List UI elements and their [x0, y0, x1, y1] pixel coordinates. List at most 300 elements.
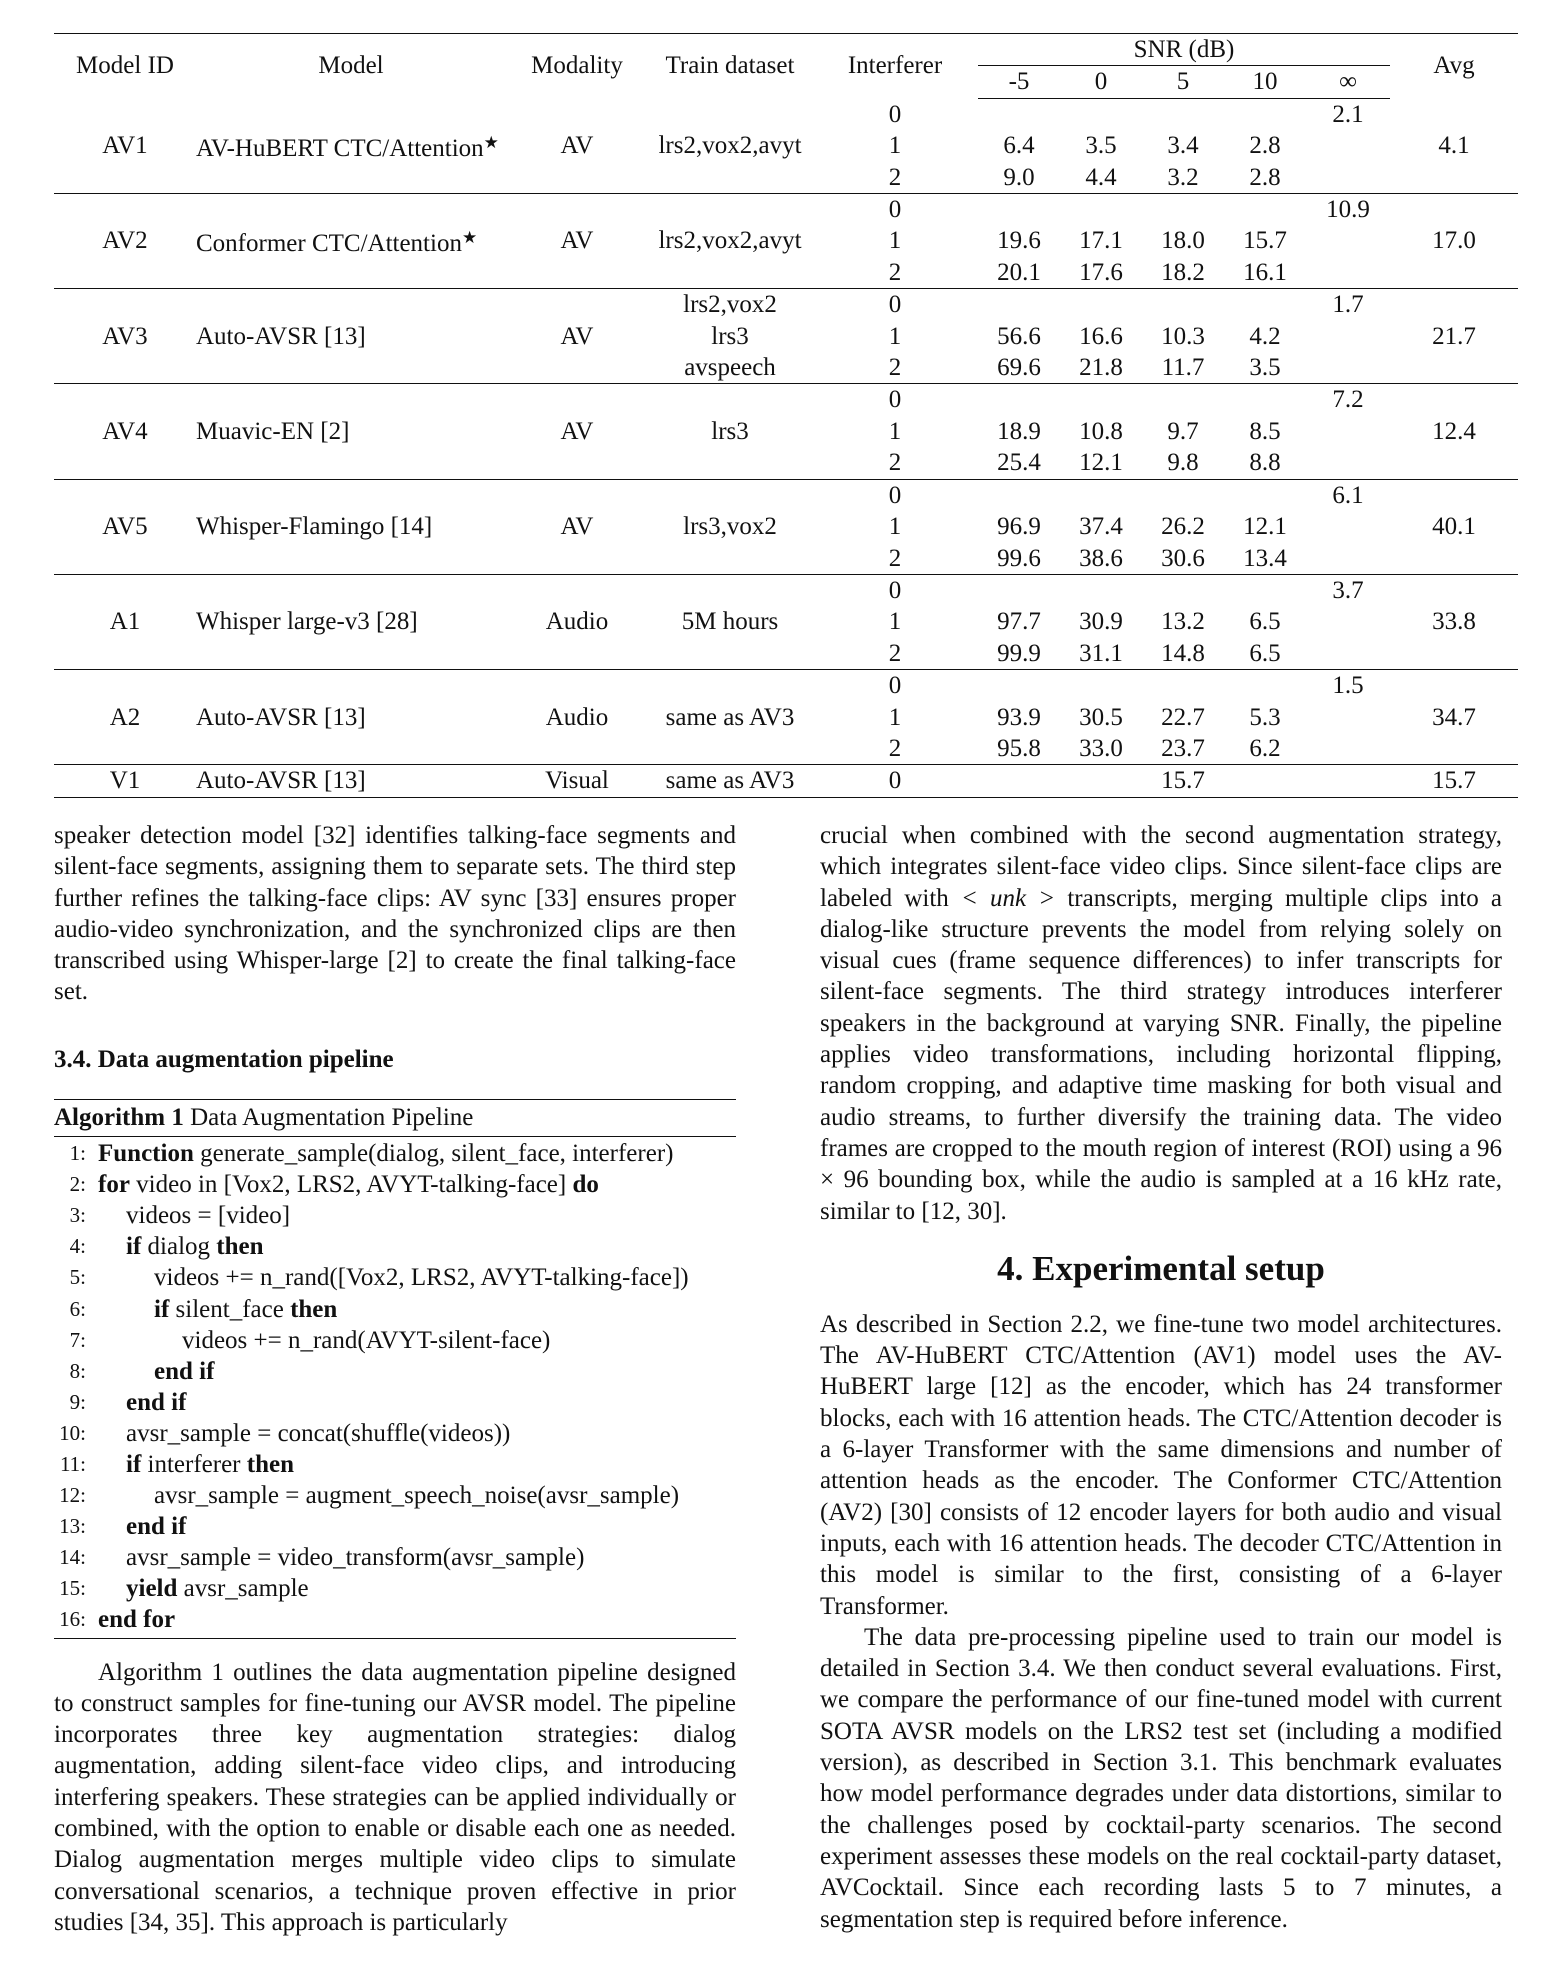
cell-snr-value: 1.5 — [1306, 670, 1390, 702]
model-name: Auto-AVSR [13] — [196, 767, 366, 795]
code-text: avsr_sample = concat(shuffle(videos)) — [126, 1419, 511, 1447]
cell-snr-value: 9.8 — [1167, 449, 1199, 477]
line-number: 15: — [59, 1576, 86, 1601]
line-code — [98, 1387, 186, 1418]
cell-train-dataset — [648, 765, 812, 797]
cell-interferer: 1 — [888, 513, 902, 541]
header-snr-group: SNR (dB) — [978, 34, 1390, 66]
cell-interferer: 1 — [888, 608, 902, 636]
cell-interferer: 2 — [888, 258, 902, 286]
cell-snr-value — [1224, 574, 1306, 606]
cell-snr-value — [1306, 702, 1390, 733]
cell-modality: Audio — [506, 670, 648, 765]
cell-avg: 40.1 — [1390, 479, 1518, 574]
cell-snr-value — [1224, 479, 1306, 511]
cell-snr-value: 2.8 — [1249, 132, 1281, 160]
cell-model-id: AV3 — [54, 289, 196, 384]
cell-model — [196, 765, 506, 797]
line-number: 16: — [59, 1607, 86, 1632]
cell-model-id: A2 — [54, 670, 196, 765]
cell-snr-value — [1142, 384, 1224, 416]
algorithm-lines — [54, 1137, 736, 1638]
right-paragraph-1 — [820, 820, 1502, 1227]
cell-model — [196, 479, 506, 574]
line-code — [98, 1449, 294, 1480]
line-number: 9: — [69, 1389, 86, 1414]
cell-snr-value: 12.1 — [1243, 513, 1287, 541]
code-text: videos = [video] — [126, 1202, 291, 1230]
code-text: videos += n_rand([Vox2, LRS2, AVYT-talking-face]) — [154, 1264, 689, 1292]
line-number: 12: — [59, 1483, 86, 1508]
line-code — [98, 1480, 679, 1511]
star-icon: ★ — [483, 132, 499, 152]
line-number: 6: — [69, 1296, 86, 1321]
line-code — [98, 1169, 599, 1200]
cell-snr-value — [1142, 98, 1224, 130]
cell-snr-value: 17.6 — [1079, 258, 1123, 286]
cell-interferer: 2 — [888, 354, 902, 382]
cell-interferer: 1 — [888, 703, 902, 731]
cell-snr-value — [1142, 670, 1224, 702]
cell-snr-value — [1306, 447, 1390, 479]
model-name: Auto-AVSR [13] — [196, 703, 366, 731]
dataset-line: same as AV3 — [665, 767, 795, 795]
model-name: Conformer CTC/Attention — [196, 230, 462, 258]
cell-interferer: 1 — [888, 322, 902, 350]
right-paragraph-1-part-a: crucial when combined with the second augmentation strategy, which integrates silent-face video clips. Since silent-face clips are labeled with — [820, 822, 1502, 912]
algorithm-line — [54, 1262, 736, 1293]
cell-snr-value: 23.7 — [1161, 734, 1205, 762]
line-number: 1: — [69, 1141, 86, 1166]
right-paragraph-2: As described in Section 2.2, we fine-tune two model architectures. The AV-HuBERT CTC/Attention (AV1) model uses the AV-HuBERT large [12] as the encoder, which has 24 transformer blocks, each with 16 attention heads. The CTC/Attention decoder is a 6-layer Transformer with the same dimensions and number of attention heads as the encoder. The Conformer CTC/Attention (AV2) [30] consists of 12 encoder layers for both audio and visual inputs, each with 16 attention heads. The decoder CTC/Attention in this model is similar to the first, consisting of a 6-layer Transformer. — [820, 1310, 1502, 1620]
cell-interferer: 0 — [812, 289, 978, 321]
line-number: 10: — [59, 1420, 86, 1445]
line-number: 13: — [59, 1514, 86, 1539]
cell-snr-value: 4.2 — [1249, 322, 1281, 350]
header-model-id: Model ID — [54, 34, 196, 99]
cell-interferer: 2 — [888, 163, 902, 191]
cell-avg: 34.7 — [1390, 670, 1518, 765]
cell-snr-value: 5.3 — [1249, 703, 1281, 731]
cell-modality: Audio — [506, 574, 648, 669]
cell-snr-value — [978, 289, 1060, 321]
cell-snr-value — [1306, 416, 1390, 447]
keyword: if — [154, 1295, 170, 1323]
cell-snr-value: 18.2 — [1161, 258, 1205, 286]
cell-snr-value: 3.4 — [1167, 132, 1199, 160]
table-row — [54, 765, 1518, 797]
cell-snr-value: 99.9 — [997, 639, 1041, 667]
line-code — [98, 1573, 309, 1604]
cell-snr-value: 9.0 — [1003, 163, 1035, 191]
line-code — [98, 1418, 510, 1449]
cell-modality: Visual — [506, 765, 648, 797]
algorithm-line — [54, 1200, 736, 1231]
algorithm-line — [54, 1169, 736, 1200]
keyword: yield — [126, 1575, 178, 1603]
line-code — [98, 1138, 673, 1169]
line-number: 3: — [69, 1203, 86, 1228]
cell-snr-value: 10.3 — [1161, 322, 1205, 350]
model-name: AV-HuBERT CTC/Attention — [196, 134, 484, 162]
cell-snr-value — [1060, 479, 1142, 511]
cell-snr-value — [1060, 765, 1142, 797]
header-model: Model — [196, 34, 506, 99]
cell-interferer: 2 — [888, 734, 902, 762]
cell-snr-value: 6.5 — [1249, 608, 1281, 636]
dataset-line: same as AV3 — [665, 703, 795, 731]
cell-snr-value: 15.7 — [1142, 765, 1224, 797]
cell-snr-value — [1306, 162, 1390, 194]
algorithm-name: Data Augmentation Pipeline — [190, 1104, 474, 1132]
cell-snr-value — [1306, 130, 1390, 161]
cell-snr-value: 6.1 — [1306, 479, 1390, 511]
header-avg: Avg — [1390, 34, 1518, 99]
cell-model-id: AV4 — [54, 384, 196, 479]
line-code — [98, 1262, 689, 1293]
cell-snr-value: 30.5 — [1079, 703, 1123, 731]
algorithm-line — [54, 1387, 736, 1418]
algorithm-line — [54, 1231, 736, 1262]
left-paragraph-2: Algorithm 1 outlines the data augmentation pipeline designed to construct samples for fine-tuning our AVSR model. The pipeline incorporates three key augmentation strategies: dialog augmentation, adding silent-face video clips, and introducing interfering speakers. These strategies can be applied individually or combined, with the option to enable or disable each one as needed. Dialog augmentation merges multiple video clips to simulate conversational scenarios, a technique proven effective in prior studies [34, 35]. This approach is particularly — [54, 1658, 736, 1936]
cell-snr-value — [978, 574, 1060, 606]
keyword: Function — [98, 1140, 194, 1168]
code-text: dialog — [141, 1233, 217, 1261]
line-number: 5: — [69, 1265, 86, 1290]
cell-model — [196, 670, 506, 765]
cell-snr-value — [1306, 321, 1390, 352]
table-row — [54, 194, 1518, 226]
header-snr-col: -5 — [978, 66, 1060, 98]
cell-snr-value: 18.9 — [997, 417, 1041, 445]
cell-snr-value — [1060, 384, 1142, 416]
cell-snr-value: 21.8 — [1079, 354, 1123, 382]
code-text: silent_face — [169, 1295, 291, 1323]
line-code — [98, 1356, 214, 1387]
algorithm-box — [54, 1099, 736, 1639]
line-code — [98, 1231, 264, 1262]
cell-snr-value: 6.2 — [1249, 734, 1281, 762]
algorithm-line — [54, 1573, 736, 1604]
dataset-line: lrs2,vox2 — [683, 291, 777, 319]
cell-snr-value — [1306, 638, 1390, 670]
algorithm-line — [54, 1356, 736, 1387]
cell-model-id: AV1 — [102, 131, 148, 159]
cell-snr-value: 15.7 — [1243, 227, 1287, 255]
cell-interferer: 0 — [812, 670, 978, 702]
table-header-row — [54, 34, 1518, 66]
cell-model — [196, 194, 506, 289]
cell-snr-value: 17.1 — [1079, 227, 1123, 255]
keyword: do — [572, 1171, 599, 1199]
cell-snr-value — [1060, 574, 1142, 606]
cell-snr-value: 30.6 — [1161, 544, 1205, 572]
algorithm-line — [54, 1511, 736, 1542]
cell-snr-value: 7.2 — [1306, 384, 1390, 416]
dataset-line: lrs3 — [711, 322, 749, 350]
cell-snr-value: 20.1 — [997, 258, 1041, 286]
cell-snr-value — [1224, 384, 1306, 416]
cell-snr-value: 13.4 — [1243, 544, 1287, 572]
cell-snr-value: 13.2 — [1161, 608, 1205, 636]
cell-snr-value: 33.0 — [1079, 734, 1123, 762]
cell-model — [196, 98, 506, 193]
cell-snr-value — [978, 765, 1060, 797]
cell-snr-value — [1060, 194, 1142, 226]
cell-model-id: AV2 — [54, 194, 196, 289]
chapter-heading: 4. Experimental setup — [997, 1248, 1325, 1288]
keyword: then — [290, 1295, 338, 1323]
cell-snr-value: 25.4 — [997, 449, 1041, 477]
cell-avg: 15.7 — [1390, 765, 1518, 797]
cell-snr-value — [1306, 511, 1390, 542]
code-text: avsr_sample — [177, 1575, 309, 1603]
cell-interferer: 0 — [888, 100, 902, 128]
algorithm-line — [54, 1294, 736, 1325]
section-heading: 3.4. Data augmentation pipeline — [54, 1045, 394, 1073]
cell-interferer: 0 — [812, 194, 978, 226]
cell-snr-value — [1306, 765, 1390, 797]
left-column — [54, 820, 736, 1938]
cell-snr-value: 3.5 — [1085, 132, 1117, 160]
cell-train-dataset — [648, 194, 812, 289]
cell-train-dataset — [648, 98, 812, 193]
table-row — [54, 289, 1518, 321]
cell-snr-value: 3.7 — [1306, 574, 1390, 606]
keyword: then — [216, 1233, 264, 1261]
cell-modality: AV — [506, 384, 648, 479]
cell-snr-value — [1306, 543, 1390, 575]
code-text: videos += n_rand(AVYT-silent-face) — [182, 1326, 551, 1354]
cell-snr-value: 56.6 — [997, 322, 1041, 350]
model-name: Whisper large-v3 [28] — [196, 608, 418, 636]
cell-interferer: 1 — [888, 227, 902, 255]
keyword: end if — [154, 1357, 215, 1385]
table-row — [54, 574, 1518, 606]
dataset-line: avspeech — [684, 354, 776, 382]
cell-avg: 33.8 — [1390, 574, 1518, 669]
line-code — [98, 1294, 337, 1325]
cell-snr-value — [1060, 289, 1142, 321]
model-name: Auto-AVSR [13] — [196, 322, 366, 350]
keyword: if — [126, 1233, 142, 1261]
cell-modality: AV — [506, 194, 648, 289]
keyword: end if — [126, 1388, 187, 1416]
model-name: Muavic-EN [2] — [196, 417, 350, 445]
cell-snr-value — [1306, 225, 1390, 256]
cell-avg: 12.4 — [1390, 384, 1518, 479]
cell-snr-value: 4.4 — [1085, 163, 1117, 191]
cell-model-id: AV5 — [54, 479, 196, 574]
dataset-line: lrs3 — [711, 417, 749, 445]
cell-train-dataset — [648, 670, 812, 765]
cell-model — [196, 289, 506, 384]
cell-interferer: 2 — [888, 639, 902, 667]
cell-snr-value — [978, 384, 1060, 416]
cell-snr-value: 93.9 — [997, 703, 1041, 731]
cell-snr-value: 38.6 — [1079, 544, 1123, 572]
cell-snr-value: 26.2 — [1161, 513, 1205, 541]
line-number: 4: — [69, 1234, 86, 1259]
cell-snr-value: 2.8 — [1249, 163, 1281, 191]
line-number: 2: — [69, 1172, 86, 1197]
header-snr-col: 10 — [1224, 66, 1306, 98]
star-icon: ★ — [461, 228, 478, 248]
cell-snr-value — [1224, 289, 1306, 321]
keyword: for — [98, 1171, 130, 1199]
line-number: 7: — [69, 1327, 86, 1352]
cell-snr-value — [1224, 765, 1306, 797]
cell-snr-value: 22.7 — [1161, 703, 1205, 731]
header-snr-col: ∞ — [1306, 66, 1390, 98]
cell-snr-value: 31.1 — [1079, 639, 1123, 667]
cell-interferer: 0 — [812, 384, 978, 416]
cell-snr-value — [978, 479, 1060, 511]
keyword: if — [126, 1451, 142, 1479]
algorithm-title — [54, 1100, 736, 1137]
cell-snr-value — [1142, 479, 1224, 511]
cell-avg: 4.1 — [1438, 131, 1470, 159]
algorithm-label: Algorithm 1 — [54, 1104, 184, 1132]
cell-snr-value: 97.7 — [997, 608, 1041, 636]
cell-snr-value — [1060, 670, 1142, 702]
cell-snr-value: 10.8 — [1079, 417, 1123, 445]
cell-interferer: 0 — [812, 479, 978, 511]
cell-snr-value — [1060, 98, 1142, 130]
algorithm-line — [54, 1138, 736, 1169]
cell-train-dataset — [648, 479, 812, 574]
cell-interferer: 2 — [888, 544, 902, 572]
cell-avg: 17.0 — [1390, 194, 1518, 289]
cell-snr-value: 69.6 — [997, 354, 1041, 382]
header-train-dataset: Train dataset — [648, 34, 812, 99]
cell-snr-value — [1142, 194, 1224, 226]
cell-snr-value: 8.8 — [1249, 449, 1281, 477]
cell-snr-value — [1224, 670, 1306, 702]
line-number: 14: — [59, 1545, 86, 1570]
cell-train-dataset — [648, 384, 812, 479]
code-text: generate_sample(dialog, silent_face, interferer) — [193, 1140, 674, 1168]
algorithm-line — [54, 1418, 736, 1449]
cell-snr-value — [1142, 289, 1224, 321]
table-body — [54, 98, 1518, 797]
cell-snr-value: 96.9 — [997, 513, 1041, 541]
line-code — [98, 1511, 186, 1542]
header-snr-col: 0 — [1060, 66, 1142, 98]
cell-snr-value: 99.6 — [997, 544, 1041, 572]
line-code — [98, 1542, 584, 1573]
cell-snr-value: 18.0 — [1161, 227, 1205, 255]
header-interferer: Interferer — [812, 34, 978, 99]
dataset-line: lrs2,vox2,avyt — [658, 227, 802, 255]
line-number: 8: — [69, 1358, 86, 1383]
cell-snr-value: 3.2 — [1167, 163, 1199, 191]
cell-snr-value: 11.7 — [1161, 354, 1205, 382]
cell-snr-value: 3.5 — [1249, 354, 1281, 382]
code-text: avsr_sample = video_transform(avsr_sample) — [126, 1544, 585, 1572]
cell-train-dataset — [648, 289, 812, 384]
keyword: then — [246, 1451, 294, 1479]
cell-model — [196, 384, 506, 479]
cell-snr-value: 37.4 — [1079, 513, 1123, 541]
dataset-line: lrs3,vox2 — [683, 513, 777, 541]
header-modality: Modality — [506, 34, 648, 99]
cell-snr-value: 16.1 — [1243, 258, 1287, 286]
cell-interferer: 0 — [812, 574, 978, 606]
cell-snr-value: 6.4 — [1003, 132, 1035, 160]
algorithm-line — [54, 1480, 736, 1511]
cell-modality: AV — [560, 131, 594, 159]
cell-snr-value: 12.1 — [1079, 449, 1123, 477]
cell-modality: AV — [506, 479, 648, 574]
cell-snr-value: 6.5 — [1249, 639, 1281, 667]
table-row — [54, 384, 1518, 416]
cell-train-dataset — [648, 574, 812, 669]
cell-snr-value: 19.6 — [997, 227, 1041, 255]
line-code — [98, 1200, 290, 1231]
header-snr-col: 5 — [1142, 66, 1224, 98]
keyword: end for — [98, 1606, 176, 1634]
cell-snr-value: 16.6 — [1079, 322, 1123, 350]
cell-interferer: 1 — [888, 132, 902, 160]
cell-snr-value — [1306, 352, 1390, 384]
cell-snr-value: 95.8 — [997, 734, 1041, 762]
cell-snr-value: 30.9 — [1079, 608, 1123, 636]
line-number: 11: — [59, 1452, 86, 1477]
algorithm-line — [54, 1542, 736, 1573]
code-text: avsr_sample = augment_speech_noise(avsr_sample) — [154, 1482, 680, 1510]
keyword: end if — [126, 1513, 187, 1541]
algorithm-line — [54, 1449, 736, 1480]
cell-interferer: 0 — [812, 765, 978, 797]
table-row — [54, 670, 1518, 702]
cell-snr-value: 2.1 — [1332, 100, 1364, 128]
code-text: video in [Vox2, LRS2, AVYT-talking-face] — [129, 1171, 573, 1199]
cell-modality: AV — [506, 289, 648, 384]
cell-model — [196, 574, 506, 669]
cell-snr-value — [1306, 606, 1390, 637]
dataset-line: 5M hours — [681, 608, 779, 636]
algorithm-line — [54, 1325, 736, 1356]
cell-snr-value: 10.9 — [1306, 194, 1390, 226]
cell-snr-value: 1.7 — [1306, 289, 1390, 321]
cell-snr-value — [978, 670, 1060, 702]
table-row — [54, 98, 1518, 130]
cell-interferer: 1 — [888, 417, 902, 445]
model-name: Whisper-Flamingo [14] — [196, 513, 433, 541]
cell-snr-value — [1224, 98, 1306, 130]
cell-snr-value — [978, 194, 1060, 226]
cell-avg: 21.7 — [1390, 289, 1518, 384]
cell-snr-value — [1224, 194, 1306, 226]
cell-snr-value — [978, 98, 1060, 130]
cell-interferer: 2 — [888, 449, 902, 477]
results-table — [54, 33, 1518, 798]
dataset-line: lrs2,vox2,avyt — [658, 131, 802, 159]
table-row — [54, 479, 1518, 511]
code-text: interferer — [141, 1451, 247, 1479]
cell-snr-value — [1306, 257, 1390, 289]
results-table-container — [54, 33, 1518, 798]
cell-snr-value — [1142, 574, 1224, 606]
left-paragraph-1: speaker detection model [32] identifies talking-face segments and silent-face segments, assigning them to separate sets. The third step further refines the talking-face clips: AV sync [33] ensures proper audio-video synchronization, and the synchronized clips are then transcribed using Whisper-large [2] to create the final talking-face set. — [54, 822, 736, 1006]
line-code — [98, 1325, 550, 1356]
right-paragraph-3: The data pre-processing pipeline used to train our model is detailed in Section 3.4. We then conduct several evaluations. First, we compare the performance of our fine-tuned model with current SOTA AVSR models on the LRS2 test set (including a modified version), as described in Section 3.1. This benchmark evaluates how model performance degrades under data distortions, similar to the challenges posed by cocktail-party scenarios. The second experiment assesses these models on the real cocktail-party dataset, AVCocktail. Since each recording lasts 5 to 7 minutes, a segmentation step is required before inference. — [820, 1623, 1502, 1933]
line-code — [98, 1604, 175, 1635]
cell-snr-value: 8.5 — [1249, 417, 1281, 445]
cell-model-id: V1 — [54, 765, 196, 797]
unk-token: < unk > — [960, 884, 1056, 912]
